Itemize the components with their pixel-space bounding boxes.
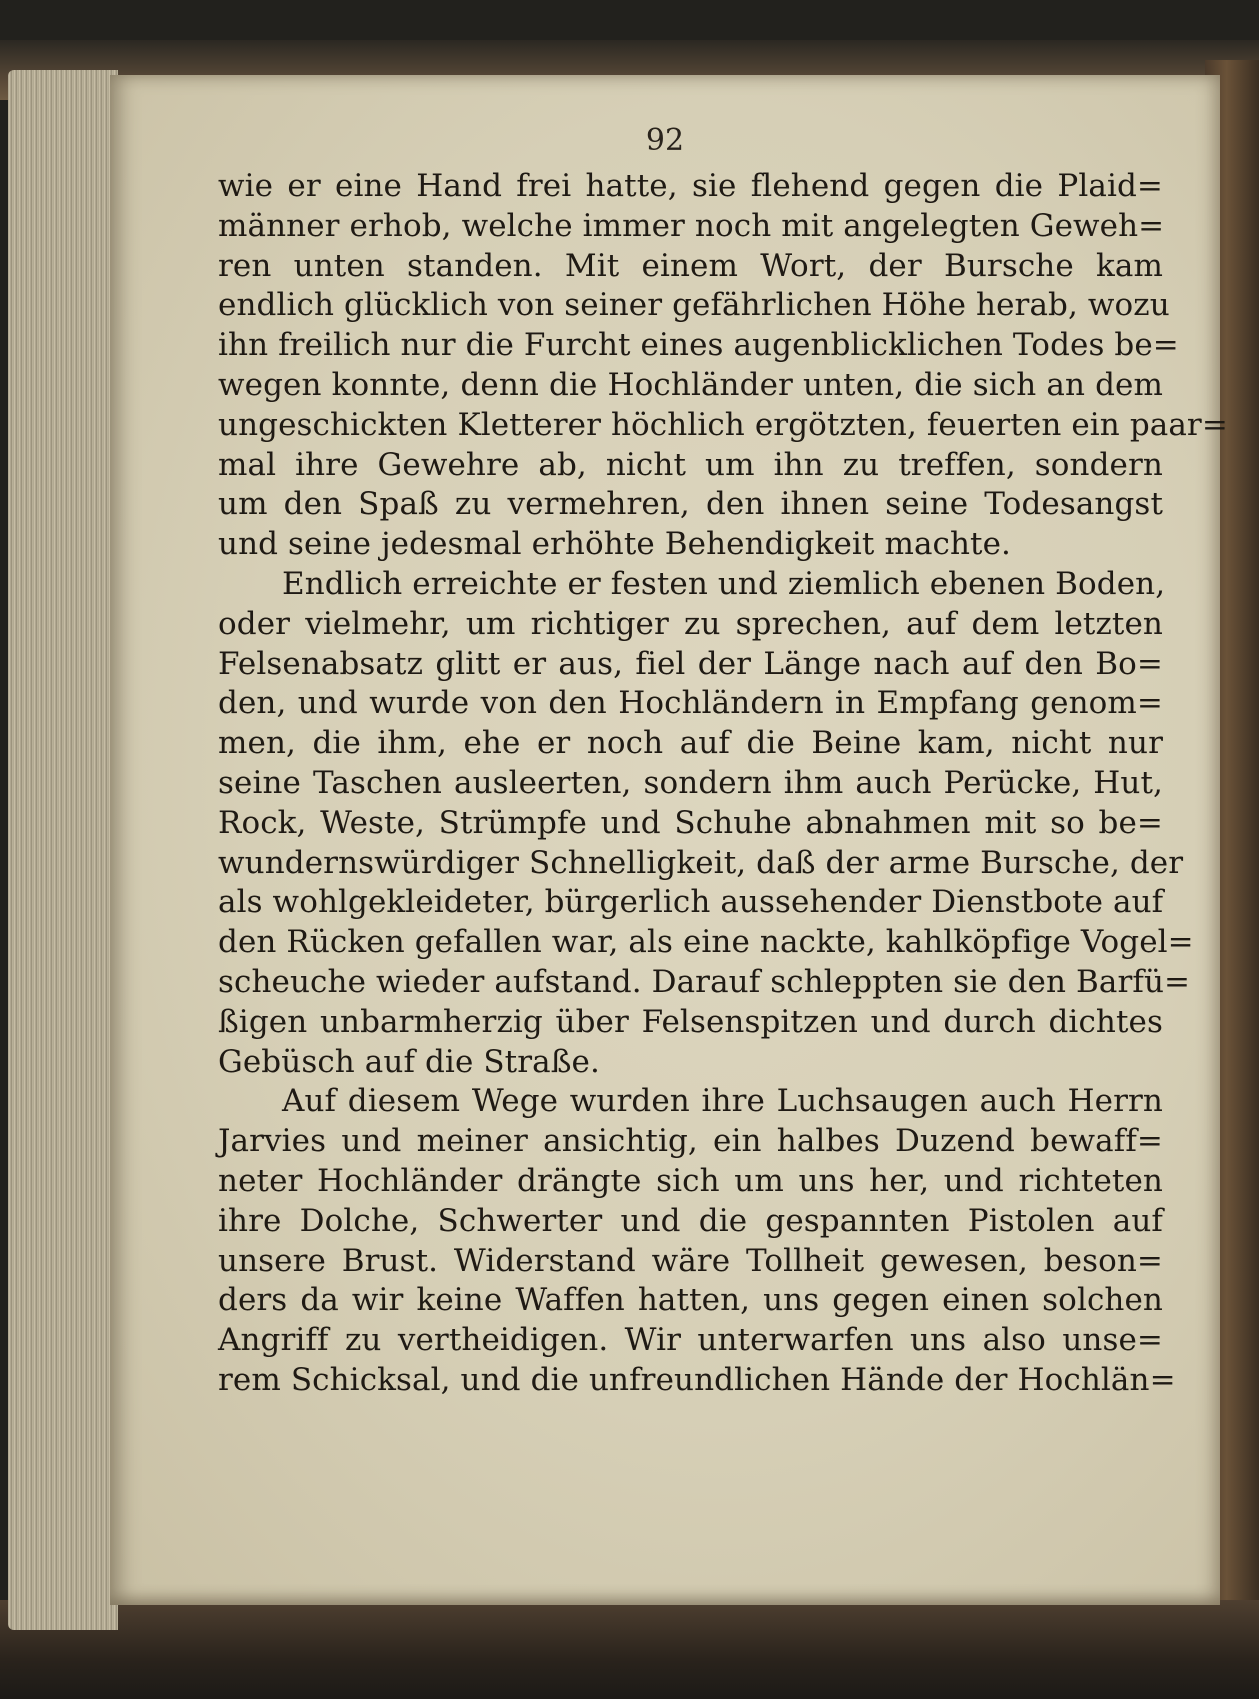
- page-body-text: [218, 167, 1228, 1401]
- text-line: den Rücken gefallen war, als eine nackte, kahlköpfige Vogel=: [218, 924, 1194, 961]
- text-line: ders da wir keine Waffen hatten, uns gegen einen solchen: [218, 1282, 1163, 1319]
- text-line: neter Hochländer drängte sich um uns her, und richteten: [218, 1162, 1163, 1199]
- text-line: men, die ihm, ehe er noch auf die Beine kam, nicht nur: [218, 725, 1163, 762]
- text-line: als wohlgekleideter, bürgerlich aussehender Dienstbote auf: [218, 884, 1164, 921]
- stacked-page-edges: [8, 70, 118, 1630]
- text-line: um den Spaß zu vermehren, den ihnen seine Todesangst: [218, 486, 1163, 523]
- text-line: Angriff zu vertheidigen. Wir unterwarfen uns also unse=: [218, 1322, 1163, 1359]
- paragraph-end-line: Gebüsch auf die Straße.: [218, 1043, 600, 1080]
- text-line: seine Taschen ausleerten, sondern ihm auch Perücke, Hut,: [218, 764, 1163, 801]
- text-line: endlich glücklich von seiner gefährlichen Höhe herab, wozu: [218, 287, 1170, 324]
- text-line: ungeschickten Kletterer höchlich ergötzten, feuerten ein paar=: [218, 406, 1228, 443]
- page-number: 92: [645, 123, 685, 158]
- text-line: unsere Brust. Widerstand wäre Tollheit gewesen, beson=: [218, 1242, 1163, 1279]
- text-line: wie er eine Hand frei hatte, sie flehend gegen die Plaid=: [218, 168, 1163, 204]
- text-line: mal ihre Gewehre ab, nicht um ihn zu treffen, sondern: [218, 446, 1163, 483]
- text-line: scheuche wieder aufstand. Darauf schleppten sie den Barfü=: [218, 963, 1191, 1000]
- text-line: Jarvies und meiner ansichtig, ein halbes Duzend bewaff=: [218, 1123, 1163, 1160]
- book-page: [110, 75, 1228, 1605]
- text-line: ihre Dolche, Schwerter und die gespannten Pistolen auf: [218, 1202, 1163, 1239]
- book-cover-bottom-edge: [0, 1600, 1259, 1699]
- text-line: wegen konnte, denn die Hochländer unten, die sich an dem: [218, 366, 1163, 403]
- text-line: oder vielmehr, um richtiger zu sprechen, auf dem letzten: [218, 605, 1163, 642]
- text-line: ren unten standen. Mit einem Wort, der Bursche kam: [218, 247, 1163, 284]
- text-line: ßigen unbarmherzig über Felsenspitzen und durch dichtes: [218, 1003, 1163, 1040]
- text-line: rem Schicksal, und die unfreundlichen Hände der Hochlän=: [218, 1361, 1176, 1398]
- paragraph-start-line: Endlich erreichte er festen und ziemlich ebenen Boden,: [282, 565, 1166, 602]
- text-line: männer erhob, welche immer noch mit angelegten Geweh=: [218, 207, 1165, 244]
- text-line: Felsenabsatz glitt er aus, fiel der Länge nach auf den Bo=: [218, 645, 1163, 682]
- text-line: wundernswürdiger Schnelligkeit, daß der arme Bursche, der: [218, 844, 1184, 881]
- text-line: den, und wurde von den Hochländern in Empfang genom=: [218, 685, 1163, 722]
- text-line: ihn freilich nur die Furcht eines augenblicklichen Todes be=: [218, 327, 1179, 364]
- paragraph-start-line: Auf diesem Wege wurden ihre Luchsaugen auch Herrn: [282, 1083, 1163, 1120]
- text-line: Rock, Weste, Strümpfe und Schuhe abnahmen mit so be=: [218, 804, 1163, 841]
- paragraph-end-line: und seine jedesmal erhöhte Behendigkeit machte.: [218, 526, 1012, 563]
